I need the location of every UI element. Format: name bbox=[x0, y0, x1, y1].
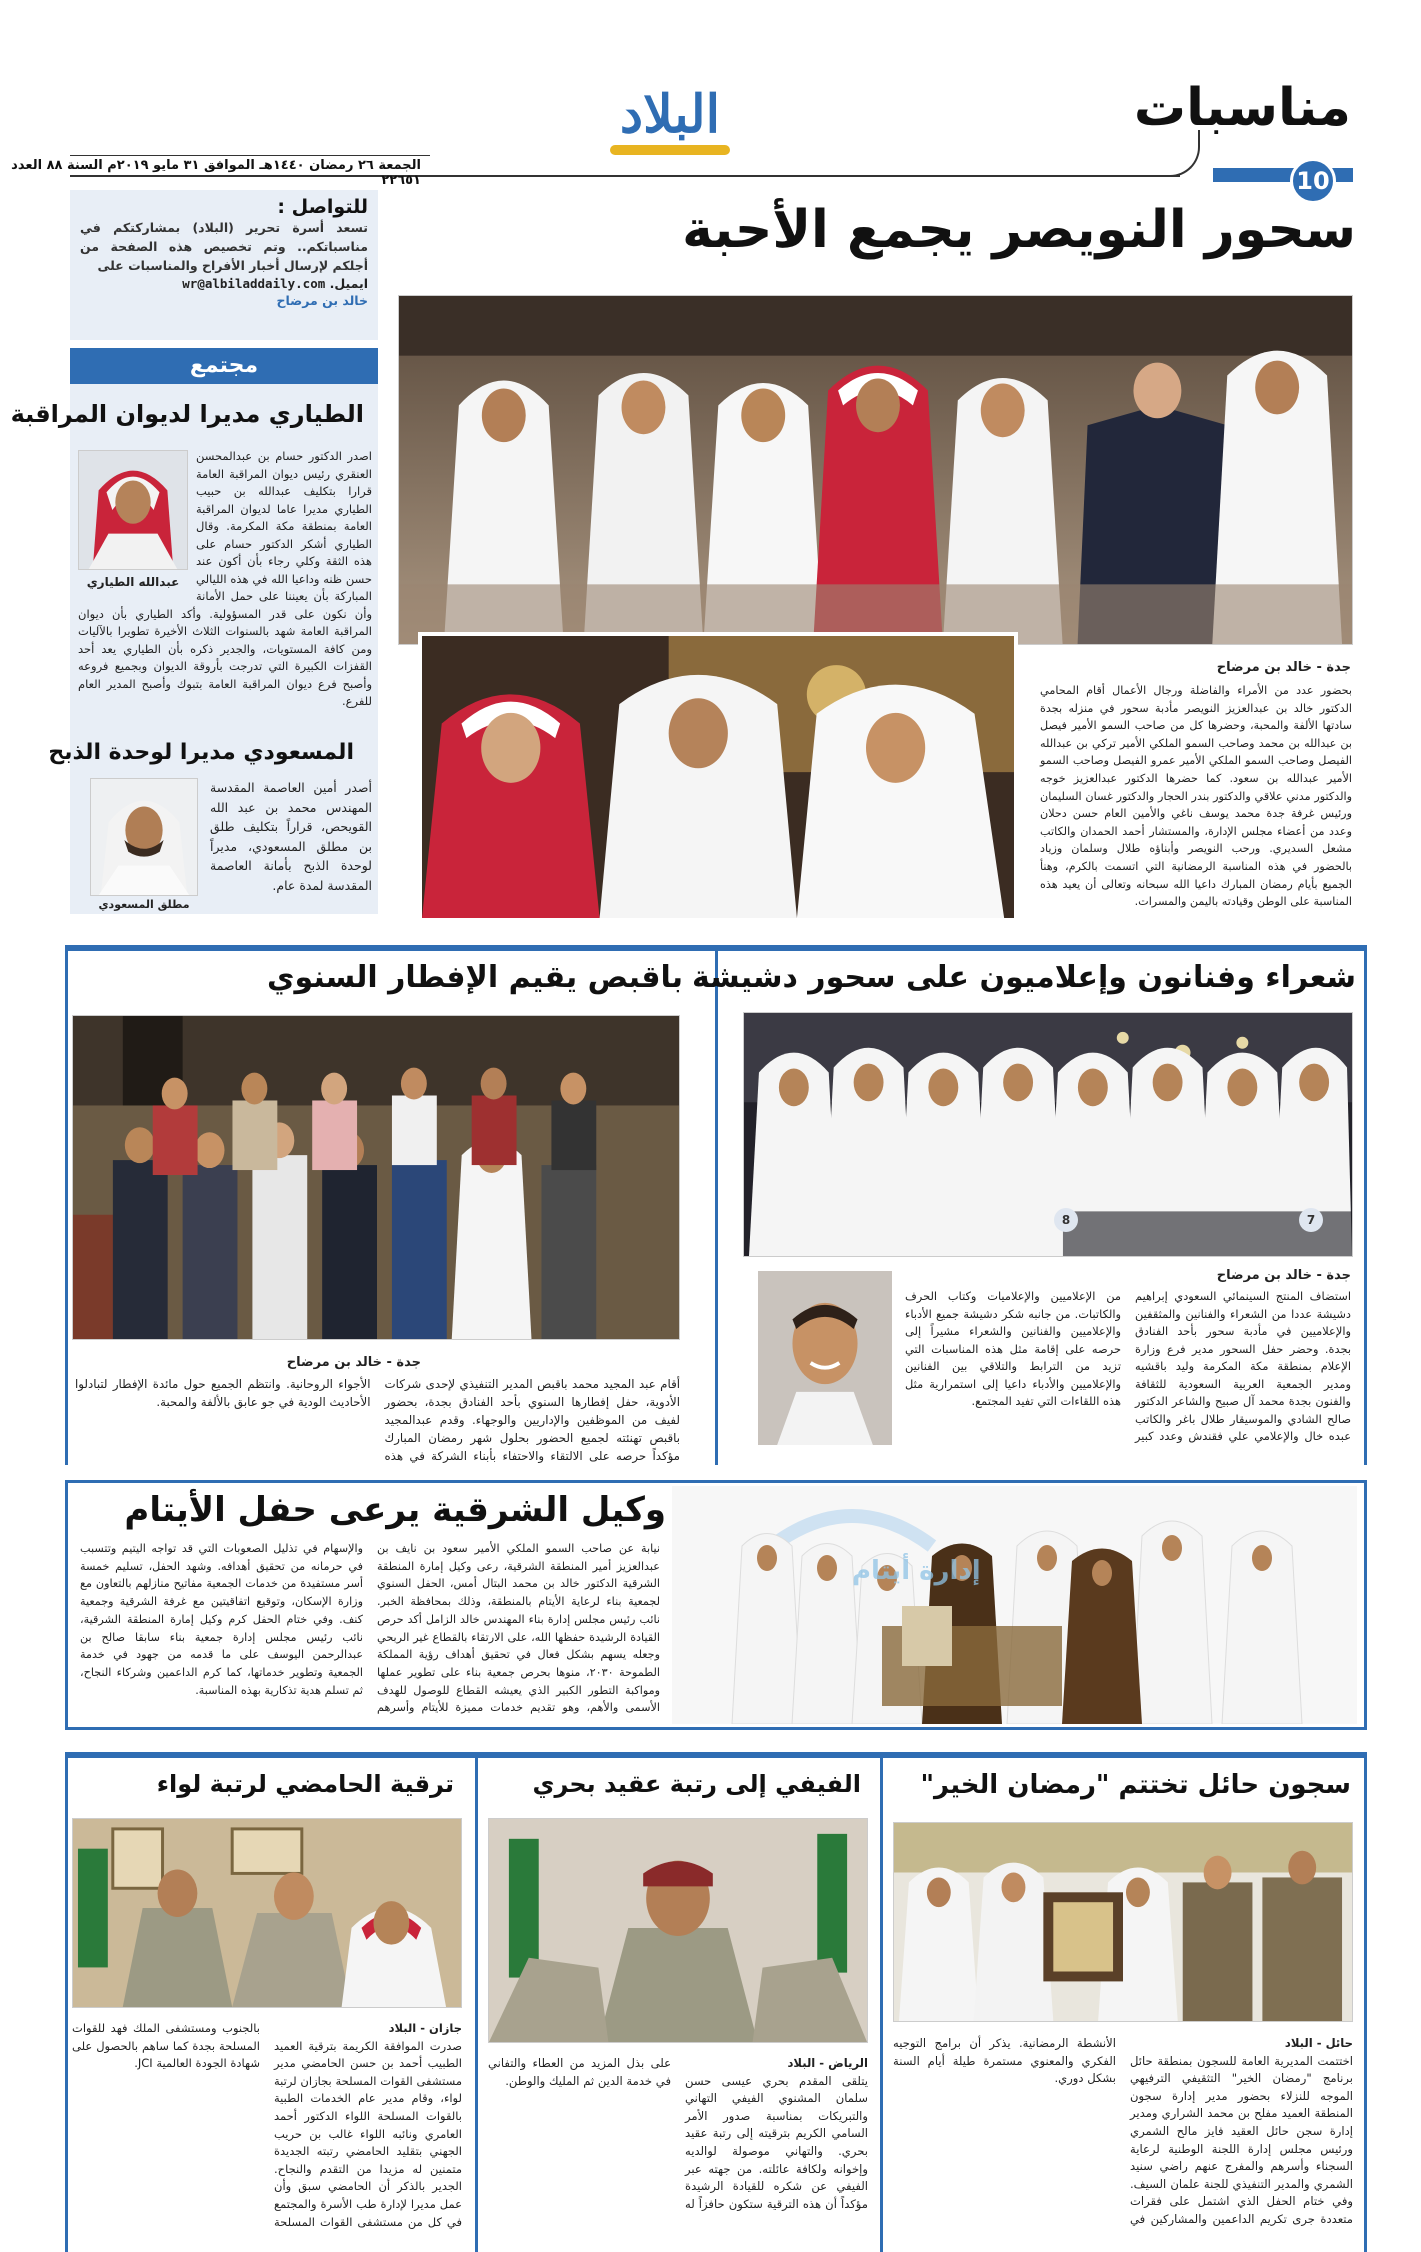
events-divider bbox=[715, 945, 718, 1465]
newspaper-logo bbox=[600, 85, 740, 165]
bottom-divider-1 bbox=[880, 1752, 883, 2252]
badge-7: 7 bbox=[1299, 1208, 1323, 1232]
lead-photo-main bbox=[398, 295, 1353, 645]
dateline-rule bbox=[70, 155, 430, 156]
hamdi-text: صدرت الموافقة الكريمة بترقية العميد الطبيب أحمد بن حسن الحامضي مدير مستشفى القوات المسلحة بجازان لرتبة لواء، وقام مدير عام الخدمات الطبية بالقوات المسلحة اللواء الدكتور أحمد العامري ونائبه اللواء غالب بن حريب الجهني بتقليد الحامضي رتبته الجديدة متمنين له مزيدا من التقدم والنجاح. الجدير بالذكر أن الحامضي سبق وأن عمل مديرا لإدارة طب الأسرة والمجتمع في كل من مستشفى القوات المسلحة بالجنوب ومستشفى الملك فهد للقوات المسلحة بجدة كما ساهم بالحصول على شهادة الجودة العالمية JCI. bbox=[72, 2021, 462, 2229]
hail-headline: سجون حائل تختتم "رمضان الخير" bbox=[920, 1770, 1351, 1800]
faifi-text: يتلقى المقدم بحري عيسى حسن سلمان المشنوي الفيفي التهاني والتبريكات بمناسبة صدور الأمر السامي الكريم بترقيته إلى رتبة عقيد بحري. والتهاني موصولة لوالديه وإخوانه ولكافة عائلته. من جهته عبر الفيفي عن شكره للقيادة الرشيدة مؤكداً أن هذه الترقية ستكون حافزاً له على بذل المزيد من العطاء والتفاني في خدمة الدين ثم المليك والوطن. bbox=[488, 2056, 868, 2211]
hail-photo bbox=[893, 1822, 1353, 2022]
dashisha-portrait bbox=[755, 1268, 895, 1448]
contact-email-label: ايميل. bbox=[329, 276, 368, 291]
community-story2-body: أصدر أمين العاصمة المقدسة المهندس محمد بن عبد الله القويحص، قراراً بتكليف طلق بن مطلق المسعودي، مديراً لوحدة الذبح بأمانة العاصمة المقدسة لمدة عام. bbox=[210, 780, 372, 893]
dashisha-body: استضاف المنتج السينمائي السعودي إبراهيم دشيشة عددا من الشعراء والفنانين والمثقفين والإعلاميين في مأدبة سحور بأحد الفنادق بجدة. وحضر حفل السحور مدير فرع وزارة الإعلام بمنطقة مكة المكرمة وليد باقشيه ومدير الجمعية العربية السعودية للثقافة والفنون بجدة محمد آل صبيح والشاعر الدكتور صالح الشادي والموسيقار طلال باغر والكاتب عبده خال والإعلامي علي فقندش وعدد كبير من الإعلاميين والإعلاميات وكتاب الحرف والكاتبات. من جانبه شكر دشيشة جميع الأدباء والإعلاميين والفنانين والشعراء مشيراً إلى حرصه على إقامة مثل هذه المناسبات التي تزيد من الترابط والتلاقي بين الفنانين والإعلاميين والأدباء داعيا إلى استمرارية مثل هذه اللقاءات التي تفيد المجتمع. bbox=[905, 1289, 1351, 1443]
community-label: مجتمع bbox=[189, 353, 259, 378]
page-number-badge bbox=[1290, 158, 1336, 204]
community-story1-headline: الطياري مديرا لديوان المراقبة bbox=[10, 400, 364, 428]
dashisha-byline: جدة - خالد بن مرضاح bbox=[1216, 1268, 1351, 1283]
lead-headline: سحور النويصر يجمع الأحبة bbox=[682, 200, 1356, 260]
lead-photo-inset bbox=[418, 632, 1018, 922]
masthead-rule-curve bbox=[1160, 130, 1200, 177]
baqabas-headline: باقبص يقيم الإفطار السنوي bbox=[267, 960, 683, 995]
contact-box bbox=[70, 190, 378, 340]
masoudi-photo bbox=[90, 778, 198, 896]
community-story2-headline: المسعودي مديرا لوحدة الذبح bbox=[48, 740, 354, 765]
baqabas-body: أقام عبد المجيد محمد باقبص المدير التنفيذي لإحدى شركات الأدوية، حفل إفطارها السنوي بأحد الفنادق بجدة، بحضور لفيف من الموظفين والإداريين والوجهاء. وقدم عبدالمجيد باقبص تهنئته لجميع الحضور بحلول شهر رمضان المبارك مؤكداً حرصه على الالتقاء والاحتفاء بأبناء الشركة في هذه الأجواء الروحانية. وانتظم الجميع حول مائدة الإفطار لتبادلوا الأحاديث الودية في جو عابق بالألفة والمحبة. bbox=[75, 1377, 680, 1463]
hamdi-photo bbox=[72, 1818, 462, 2008]
lead-byline: جدة - خالد بن مرضاح bbox=[1216, 660, 1351, 675]
page-number: 10 bbox=[1296, 167, 1330, 195]
community-story1-body bbox=[78, 448, 372, 708]
faifi-photo bbox=[488, 1818, 868, 2043]
baqabas-byline: جدة - خالد بن مرضاح bbox=[286, 1355, 421, 1370]
hamdi-headline: ترقية الحامضي لرتبة لواء bbox=[156, 1770, 454, 1798]
contact-text: تسعد أسرة تحرير (البلاد) بمشاركتكم في مناسباتكم.. وتم تخصيص هذه الصفحة من أجلكم لإرسال أخبار الأفراح والمناسبات على bbox=[80, 220, 368, 273]
badge-8: 8 bbox=[1054, 1208, 1078, 1232]
sharqiya-photo bbox=[672, 1486, 1357, 1724]
masoudi-caption: مطلق المسعودي bbox=[98, 898, 190, 911]
hail-byline: حائل - البلاد bbox=[1284, 2036, 1353, 2050]
faifi-body bbox=[488, 2055, 868, 2245]
hamdi-byline: جازان - البلاد bbox=[388, 2021, 462, 2035]
faifi-headline: الفيفي إلى رتبة عقيد بحري bbox=[532, 1770, 861, 1798]
section-title: مناسبات bbox=[1133, 78, 1351, 138]
dateline: الجمعة ٢٦ رمضان ١٤٤٠هـ الموافق ٣١ مايو ٢٠١٩م السنة ٨٨ العدد ٢٢٦٥١ bbox=[11, 158, 421, 188]
dashisha-photo bbox=[743, 1012, 1353, 1257]
bottom-divider-2 bbox=[475, 1752, 478, 2252]
sharqiya-headline: وكيل الشرقية يرعى حفل الأيتام bbox=[124, 1490, 666, 1530]
hamdi-body bbox=[72, 2020, 462, 2245]
contact-title: للتواصل : bbox=[277, 196, 368, 218]
hail-body bbox=[893, 2035, 1353, 2245]
community-story1-text: اصدر الدكتور حسام بن عبدالمحسن العنقري رئيس ديوان المراقبة العامة قرارا بتكليف عبدالله بن حبيب الطياري مديرا عاما لديوان المراقبة العامة بمنطقة مكة المكرمة. وقال الطياري أشكر الدكتور حسام على هذه الثقة وكلي رجاء بأن أكون عند حسن ظنه وداعيا الله في هذه الليالي المباركة بأن يعيننا على حمل الأمانة وأن نكون على قدر المسؤولية. وأكد الطياري بأن ديوان المراقبة العامة شهد بالسنوات الثلاث الأخيرة تطويرا بالآليات ومن كافة المستويات، والجدير ذكره بأن الطياري يعد أحد القفزات الكبيرة التي تدرجت بأروقة الديوان وبجميع فروعه وأصبح فرع ديوان المراقبة العامة بتبوك وأصبح المدير العام للفرع. bbox=[78, 449, 372, 708]
tayari-caption: عبدالله الطياري bbox=[86, 575, 180, 589]
sharqiya-board-text: إدارة أيتام bbox=[852, 1556, 981, 1586]
logo-text: البلاد bbox=[619, 84, 721, 145]
logo-swoosh bbox=[610, 145, 730, 155]
contact-email[interactable]: wr@albiladdaily.com bbox=[182, 276, 326, 291]
dashisha-headline: شعراء وفنانون وإعلاميون على سحور دشيشة bbox=[691, 960, 1356, 995]
community-label-bar bbox=[70, 348, 378, 384]
sharqiya-body: نيابة عن صاحب السمو الملكي الأمير سعود بن نايف بن عبدالعزيز أمير المنطقة الشرقية، رعى وكيل إمارة المنطقة الشرقية الدكتور خالد بن محمد البتال أمس، الحفل السنوي لجمعية بناء لرعاية الأيتام بالمنطقة، وذلك بمحافظة الخبر. نائب رئيس مجلس إدارة بناء المهندس خالد الزامل أكد حرص القيادة الرشيدة حفظها الله، على الارتقاء بالقطاع غير الربحي وجعله يسهم بشكل فعال في تحقيق أهداف رؤية المملكة الطموحة ٢٠٣٠، منوها بحرص جمعية بناء على تطوير عملها ومواكبة التطور الكبير الذي يعيشه القطاع للوصول للهدف الأسمى والأهم، وهو تقديم خدمات مميزة للأيتام وأسرهم والإسهام في تذليل الصعوبات التي قد تواجه اليتيم وتتسبب في حرمانه من تحقيق أهدافه. وشهد الحفل، تسليم خمسة أسر مستفيدة من خدمات الجمعية مفاتيح منازلهم بالتعاون مع وزارة الإسكان، وتوقيع اتفاقيتين مع غرفة الشرقية وجمعية كنف. وفي ختام الحفل كرم وكيل إمارة المنطقة الشرقية، نائب رئيس مجلس إدارة جمعية بناء سابقا صالح بن عبدالرحمن اليوسف على ما قدمه من جهود في خدمة الجمعية وتطوير خدماتها، كما كرم الداعمين وشركاء النجاح، ثم تسلم هدية تذكارية بهذه المناسبة. bbox=[80, 1542, 660, 1715]
faifi-byline: الرياض - البلاد bbox=[787, 2056, 868, 2070]
contact-author: خالد بن مرضاح bbox=[276, 293, 368, 308]
masthead bbox=[0, 0, 1421, 195]
lead-body: بحضور عدد من الأمراء والفاضلة ورجال الأعمال أقام المحامي الدكتور خالد بن عبدالعزيز النويصر مأدبة سحور في منزله بجدة سادتها الألفة والمحبة، وحضرها كل من صاحب السمو الأمير فيصل بن عبدالله بن محمد وصاحب السمو الملكي الأمير تركي بن عبدالله الفيصل وصاحب السمو الملكي الأمير عمرو الفيصل وصاحب السمو الأمير عبدالله بن سعود. كما حضرها الدكتور عبدالعزيز خوجه والدكتور مدني علاقي والدكتور بندر الحجار والدكتور غسان السليمان ورئيس غرفة جدة محمد يوسف ناغي والأمين العام حسن دحلان وعدد من أعضاء مجلس الإدارة، والمستشار أحمد الحمدان والكاتب مشعل السديري. ورحب النويصر وأبناؤه طلال وسلمان وزياد بالحضور في هذه المناسبة الرمضانية التي اتسمت بالكرم، وهنأ الجميع بأيام رمضان المبارك داعيا الله سبحانه وتعالى أن يعيد هذه المناسبة على الوطن وقيادته باليمن والمسرات. bbox=[1040, 684, 1352, 909]
baqabas-photo bbox=[72, 1015, 680, 1340]
hail-text: اختتمت المديرية العامة للسجون بمنطقة حائل برنامج "رمضان الخير" التثقيفي الترفيهي الموجه للنزلاء بحضور مدير إدارة سجون المنطقة العميد مفلح بن محمد الشراري ومدير إدارة سجن حائل العقيد فايز مالح الشمري ورئيس مجلس إدارة اللجنة الوطنية لرعاية السجناء وأسرهم والمفرج عنهم راضي سنيد الشمري والمدير التنفيذي للجنة علمان السيف. وفي ختام الحفل الذي اشتمل على فقرات متعددة جرى تكريم الداعمين والمشاركين في الأنشطة الرمضانية. يذكر أن برامج التوجيه الفكري والمعنوي مستمرة طيلة أيام السنة بشكل دوري. bbox=[893, 2036, 1353, 2226]
